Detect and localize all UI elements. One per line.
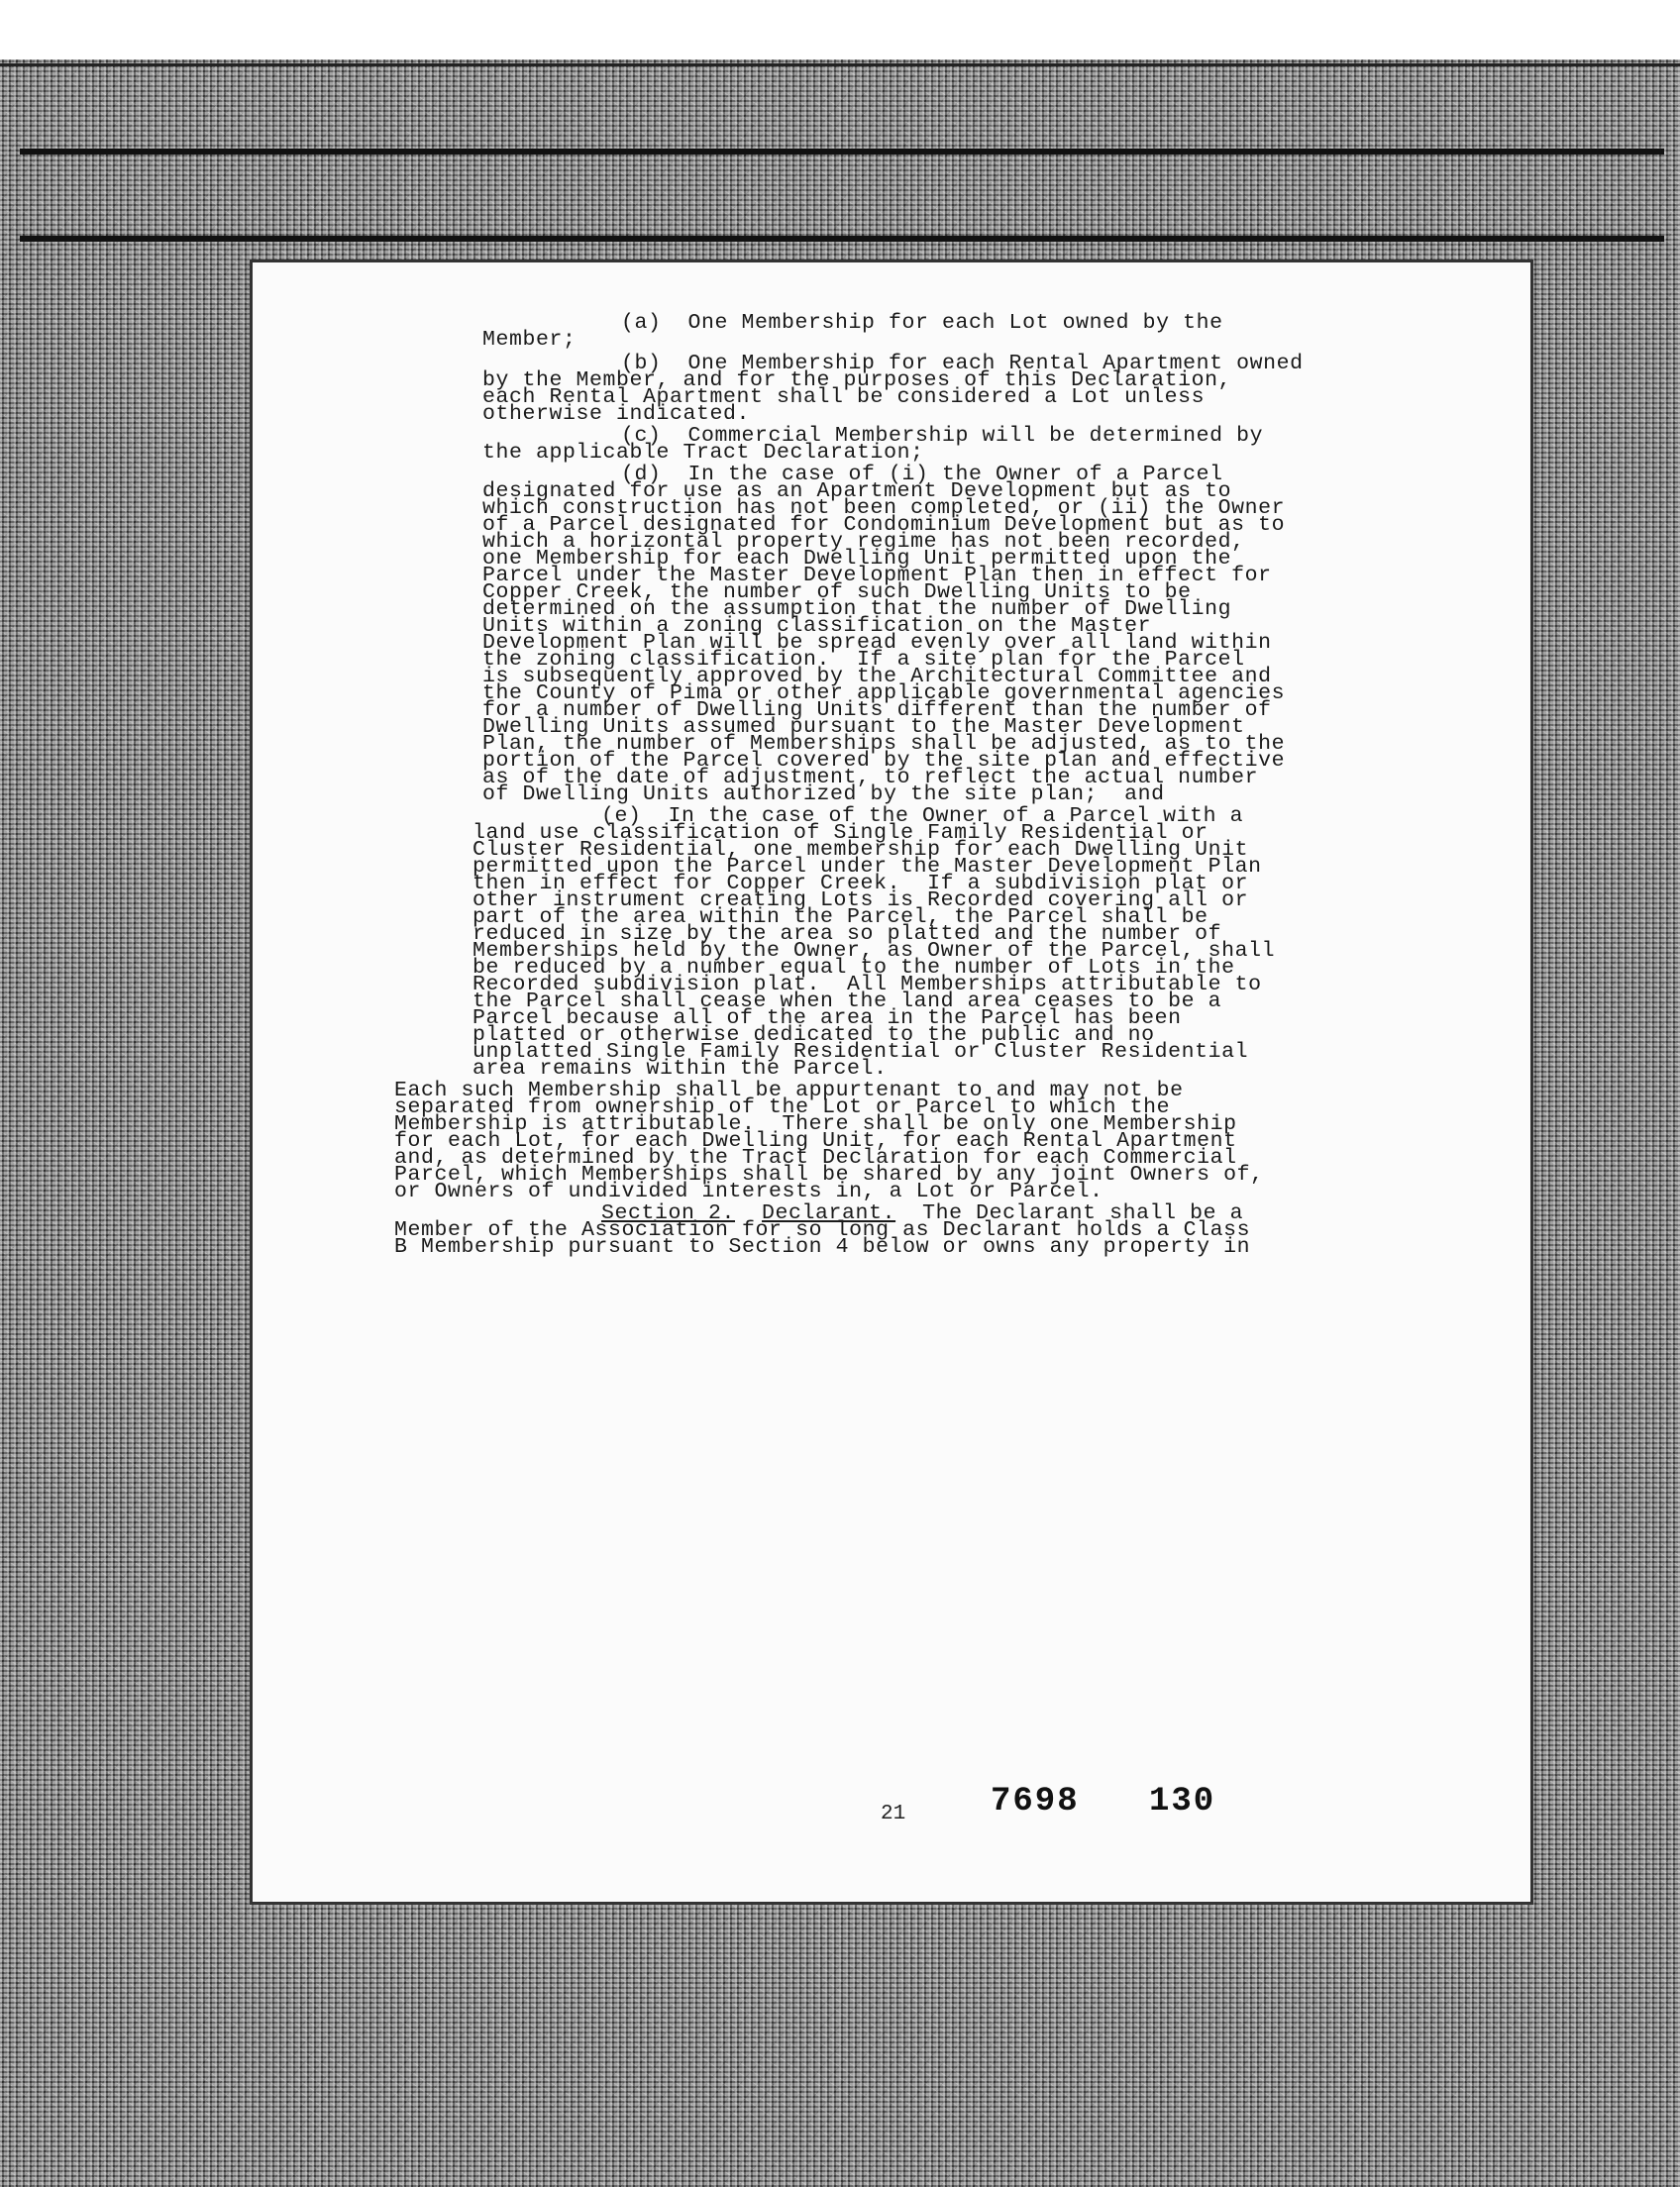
text-line: be reduced by a number equal to the number of Lots in the — [472, 956, 1235, 980]
text-line: of a Parcel designated for Condominium Development but as to — [482, 513, 1286, 537]
text-line: which construction has not been completed, or (ii) the Owner — [482, 496, 1286, 520]
document-text — [253, 262, 1530, 1902]
text-line: platted or otherwise dedicated to the public and no — [472, 1023, 1155, 1047]
text-line: one Membership for each Dwelling Unit permitted upon the — [482, 547, 1232, 571]
text-line: Parcel under the Master Development Plan then in effect for — [482, 564, 1272, 587]
text-line: Copper Creek, the number of such Dwelling Units to be — [482, 580, 1192, 604]
text-line: the applicable Tract Declaration; — [482, 441, 924, 465]
text-line: reduced in size by the area so platted and the number of — [472, 922, 1222, 946]
text-line: designated for use as an Apartment Development but as to — [482, 479, 1232, 503]
text-line: the zoning classification. If a site plan for the Parcel — [482, 648, 1245, 672]
text-line: (a) One Membership for each Lot owned by the — [621, 311, 1223, 335]
text-line: (d) In the case of (i) the Owner of a Parcel — [621, 463, 1223, 486]
text-line: Parcel, which Memberships shall be shared by any joint Owners of, — [394, 1163, 1264, 1187]
text-line: Each such Membership shall be appurtenant to and may not be — [394, 1079, 1184, 1102]
text-line: Units within a zoning classification on the Master — [482, 614, 1152, 638]
text-line: area remains within the Parcel. — [472, 1057, 888, 1081]
text-line: for each Lot, for each Dwelling Unit, for each Rental Apartment — [394, 1129, 1237, 1153]
text-line: permitted upon the Parcel under the Master Development Plan — [472, 855, 1262, 879]
scan-band-upper — [20, 149, 1664, 155]
text-line: for a number of Dwelling Units different than the number of — [482, 698, 1272, 722]
text-line: Dwelling Units assumed pursuant to the Master Development — [482, 715, 1245, 739]
text-line: Memberships held by the Owner, as Owner of the Parcel, shall — [472, 939, 1276, 963]
text-line: Parcel because all of the area in the Parcel has been — [472, 1006, 1182, 1030]
text-line: determined on the assumption that the number of Dwelling — [482, 597, 1232, 621]
text-line: as of the date of adjustment, to reflect the actual number — [482, 766, 1259, 789]
text-line: B Membership pursuant to Section 4 below or owns any property in — [394, 1235, 1251, 1259]
text-line: Recorded subdivision plat. All Memberships attributable to — [472, 973, 1262, 996]
text-line: Membership is attributable. There shall be only one Membership — [394, 1112, 1237, 1136]
text-line: of Dwelling Units authorized by the site plan; and — [482, 782, 1165, 806]
text-line: Plan, the number of Memberships shall be adjusted, as to the — [482, 732, 1286, 756]
text-line: otherwise indicated. — [482, 402, 751, 426]
text-line: other instrument creating Lots is Recorded covering all or — [472, 888, 1249, 912]
text-line: land use classification of Single Family Residential or — [472, 821, 1208, 845]
text-line: the Parcel shall cease when the land area ceases to be a — [472, 989, 1222, 1013]
text-line: The Declarant shall be a — [922, 1201, 1244, 1225]
text-line: Cluster Residential, one membership for each Dwelling Unit — [472, 838, 1249, 862]
text-line: then in effect for Copper Creek. If a subdivision plat or — [472, 872, 1249, 895]
text-line: (e) In the case of the Owner of a Parcel with a — [601, 804, 1244, 828]
text-line: part of the area within the Parcel, the Parcel shall be — [472, 905, 1208, 929]
text-line: the County of Pima or other applicable governmental agencies — [482, 681, 1286, 705]
text-line: Member of the Association for so long as Declarant holds a Class — [394, 1218, 1251, 1242]
text-line: unplatted Single Family Residential or Cluster Residential — [472, 1040, 1249, 1064]
text-line: and, as determined by the Tract Declaration for each Commercial — [394, 1146, 1237, 1170]
text-line: portion of the Parcel covered by the site plan and effective — [482, 749, 1286, 773]
scan-top-rule — [0, 63, 1680, 66]
text-line: Development Plan will be spread evenly over all land within — [482, 631, 1272, 655]
page-number: 21 — [881, 1803, 906, 1825]
book-number-stamp: 7698 — [991, 1783, 1080, 1821]
document-page — [253, 262, 1530, 1902]
page-stamp: 130 — [1149, 1783, 1216, 1821]
text-line: or Owners of undivided interests in, a Lot or Parcel. — [394, 1180, 1103, 1203]
text-line: (c) Commercial Membership will be determined by — [621, 424, 1264, 448]
text-line: by the Member, and for the purposes of this Declaration, — [482, 368, 1232, 392]
text-line: (b) One Membership for each Rental Apartment owned — [621, 352, 1304, 375]
text-line: separated from ownership of the Lot or Parcel to which the — [394, 1095, 1171, 1119]
scan-band-lower — [20, 236, 1664, 242]
text-line: which a horizontal property regime has not been recorded, — [482, 530, 1245, 554]
text-line: is subsequently approved by the Architectural Committee and — [482, 665, 1272, 688]
text-line: Member; — [482, 328, 577, 352]
text-line: each Rental Apartment shall be considered a Lot unless — [482, 385, 1206, 409]
section-label: Section 2. — [601, 1201, 736, 1225]
section-title: Declarant. — [762, 1201, 896, 1225]
